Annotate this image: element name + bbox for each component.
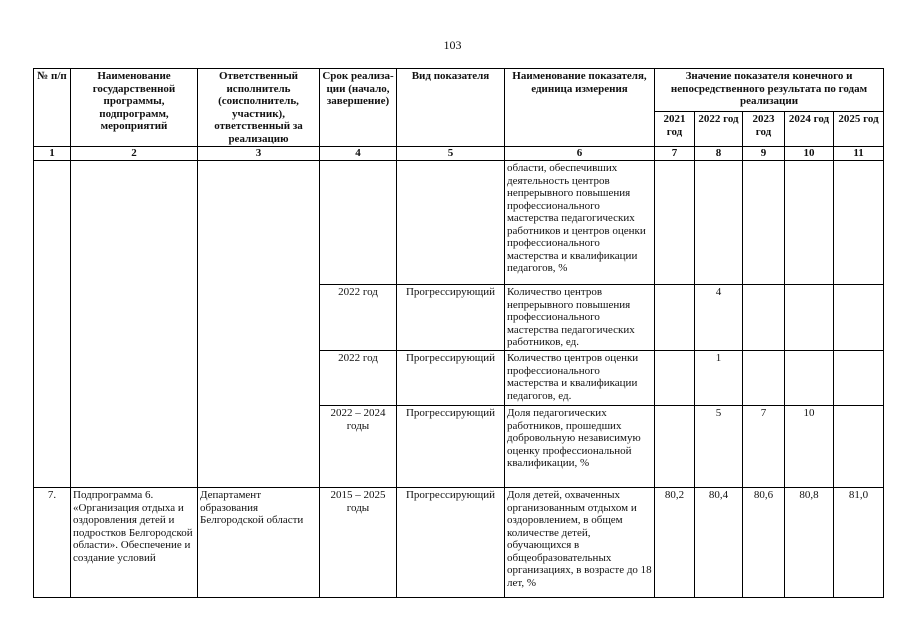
row-value-2025: 81,0 xyxy=(834,488,884,598)
row-value-2022: 5 xyxy=(695,406,743,488)
column-number: 10 xyxy=(785,147,834,161)
row-period: 2022 – 2024 годы xyxy=(320,406,397,488)
row-num: 7. xyxy=(34,488,71,598)
header-year-2024: 2024 год xyxy=(785,112,834,147)
row-value-2023 xyxy=(743,161,785,285)
table-row xyxy=(34,161,884,285)
row-value-2022: 4 xyxy=(695,285,743,351)
column-number: 3 xyxy=(198,147,320,161)
row-value-2023 xyxy=(743,351,785,406)
header-year-2021: 2021 год xyxy=(655,112,695,147)
header-values-group: Значение показателя конечного и непосредственного результата по годам реализации xyxy=(655,69,884,112)
page-number: 103 xyxy=(443,38,462,52)
row-type xyxy=(397,161,505,285)
header-year-2023: 2023 год xyxy=(743,112,785,147)
row-value-2025 xyxy=(834,351,884,406)
row-indicator: Доля детей, охваченных организованным отдыхом и оздоровлением, в общем количестве детей, обучающихся в общеобразовательных организациях, в возрасте до 18 лет, % xyxy=(505,488,655,598)
row-value-2024: 80,8 xyxy=(785,488,834,598)
row-indicator: Количество центров непрерывного повышения профессионального мастерства педагогических работников, ед. xyxy=(505,285,655,351)
row-value-2025 xyxy=(834,161,884,285)
row-value-2023 xyxy=(743,285,785,351)
row-value-2021 xyxy=(655,351,695,406)
row-value-2024 xyxy=(785,351,834,406)
row-type: Прогрессирующий xyxy=(397,285,505,351)
column-number: 11 xyxy=(834,147,884,161)
header-period: Срок реализа-ции (начало, завершение) xyxy=(320,69,397,147)
column-number: 2 xyxy=(71,147,198,161)
table-row xyxy=(34,488,884,598)
header-indicator: Наименование показателя, единица измерения xyxy=(505,69,655,147)
column-number: 4 xyxy=(320,147,397,161)
row-indicator: области, обеспечивших деятельность центров непрерывного повышения профессионального мастерства педагогических работников и центров оценки профессионального мастерства и квалификации педагогов, % xyxy=(505,161,655,285)
row-num xyxy=(34,161,71,488)
row-value-2024: 10 xyxy=(785,406,834,488)
row-executor xyxy=(198,161,320,488)
row-value-2022 xyxy=(695,161,743,285)
row-program xyxy=(71,161,198,488)
row-type: Прогрессирующий xyxy=(397,488,505,598)
row-value-2022: 80,4 xyxy=(695,488,743,598)
row-period xyxy=(320,161,397,285)
row-value-2024 xyxy=(785,161,834,285)
row-period: 2022 год xyxy=(320,351,397,406)
row-value-2025 xyxy=(834,285,884,351)
row-program: Подпрограмма 6. «Организация отдыха и оздоровления детей и подростков Белгородской области». Обеспечение и создание условий xyxy=(71,488,198,598)
header-executor: Ответственный исполнитель (соисполнитель, участник), ответственный за реализацию xyxy=(198,69,320,147)
row-type: Прогрессирующий xyxy=(397,351,505,406)
row-value-2021 xyxy=(655,161,695,285)
row-value-2021: 80,2 xyxy=(655,488,695,598)
row-value-2021 xyxy=(655,406,695,488)
header-type: Вид показателя xyxy=(397,69,505,147)
row-indicator: Доля педагогических работников, прошедших добровольную независимую оценку профессиональной квалификации, % xyxy=(505,406,655,488)
row-period: 2015 – 2025 годы xyxy=(320,488,397,598)
column-number: 6 xyxy=(505,147,655,161)
row-period: 2022 год xyxy=(320,285,397,351)
row-value-2023: 7 xyxy=(743,406,785,488)
column-number: 1 xyxy=(34,147,71,161)
row-value-2021 xyxy=(655,285,695,351)
column-number: 5 xyxy=(397,147,505,161)
row-value-2022: 1 xyxy=(695,351,743,406)
header-year-2022: 2022 год xyxy=(695,112,743,147)
row-indicator: Количество центров оценки профессионального мастерства и квалификации педагогов, ед. xyxy=(505,351,655,406)
row-value-2023: 80,6 xyxy=(743,488,785,598)
column-number: 7 xyxy=(655,147,695,161)
row-value-2025 xyxy=(834,406,884,488)
header-year-2025: 2025 год xyxy=(834,112,884,147)
row-type: Прогрессирующий xyxy=(397,406,505,488)
header-num: № п/п xyxy=(34,69,71,147)
column-number: 9 xyxy=(743,147,785,161)
row-executor: Департамент образования Белгородской области xyxy=(198,488,320,598)
header-program: Наименование государственной программы, подпрограмм, мероприятий xyxy=(71,69,198,147)
column-number: 8 xyxy=(695,147,743,161)
indicators-table xyxy=(33,68,884,598)
row-value-2024 xyxy=(785,285,834,351)
